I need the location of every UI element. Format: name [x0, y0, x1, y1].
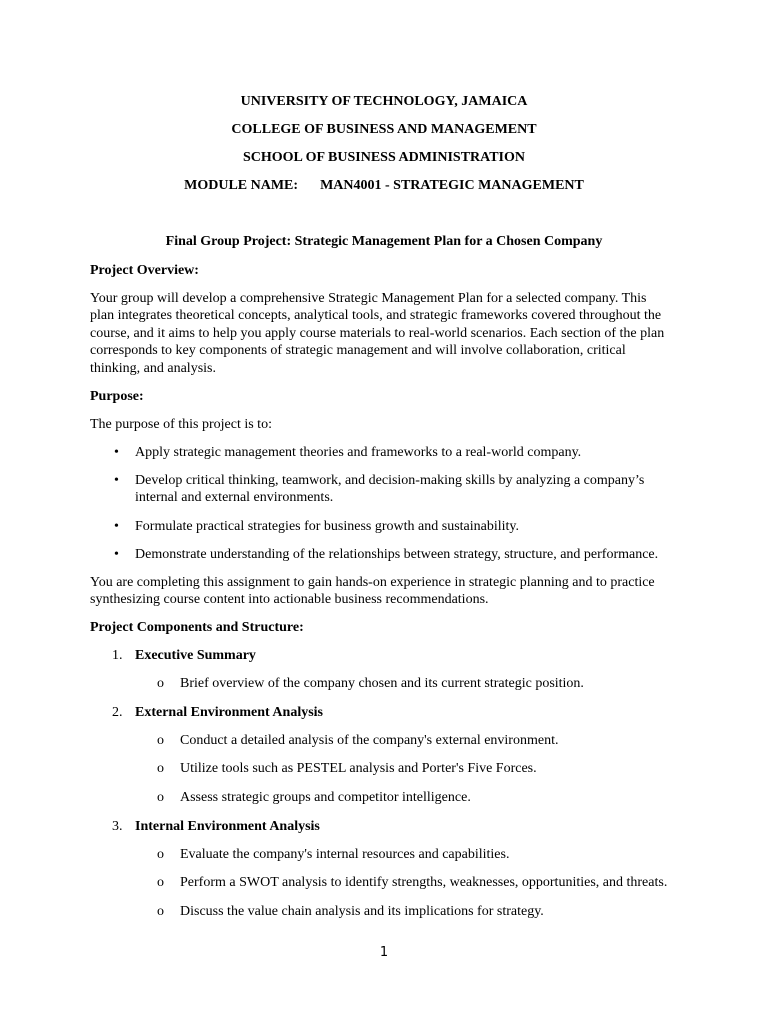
- module-label: MODULE NAME:: [184, 178, 299, 193]
- purpose-heading: Purpose:: [90, 389, 144, 405]
- component-item: [90, 647, 674, 693]
- component-sub-text: Assess strategic groups and competitor intelligence.: [180, 789, 471, 805]
- component-sub-item: [135, 789, 674, 807]
- purpose-bullet: [90, 444, 674, 462]
- component-title: Internal Environment Analysis: [135, 818, 320, 834]
- components-list: [90, 647, 674, 920]
- purpose-bullet-text: Apply strategic management theories and frameworks to a real-world company.: [135, 444, 582, 460]
- purpose-intro: The purpose of this project is to:: [90, 416, 272, 432]
- purpose-bullet-list: [90, 444, 674, 563]
- sub-bullet-icon: o: [157, 761, 164, 777]
- bullet-icon: •: [114, 444, 119, 460]
- document-body: [90, 262, 674, 931]
- sub-bullet-icon: o: [157, 846, 164, 862]
- purpose-closing: You are completing this assignment to gain hands-on experience in strategic planning and to practice synthesizing course content into actionable business recommendations.: [90, 574, 655, 608]
- component-title: Executive Summary: [135, 648, 256, 663]
- component-sub-item: [135, 903, 674, 921]
- component-sub-text: Brief overview of the company chosen and its current strategic position.: [180, 676, 584, 692]
- component-sub-text: Perform a SWOT analysis to identify strengths, weaknesses, opportunities, and threats.: [180, 875, 668, 891]
- component-sub-item: [135, 675, 674, 693]
- university-name: UNIVERSITY OF TECHNOLOGY, JAMAICA: [240, 94, 528, 109]
- component-number: 3.: [112, 818, 123, 834]
- school-name: SCHOOL OF BUSINESS ADMINISTRATION: [242, 150, 526, 165]
- component-sub-item: [135, 732, 674, 750]
- component-sub-list: [135, 675, 674, 693]
- purpose-bullet-text: Demonstrate understanding of the relationships between strategy, structure, and performance.: [135, 546, 659, 562]
- sub-bullet-icon: o: [157, 732, 164, 748]
- component-number: 2.: [112, 704, 123, 720]
- page-number: 1: [379, 945, 389, 960]
- sub-bullet-icon: o: [157, 789, 164, 805]
- college-name: COLLEGE OF BUSINESS AND MANAGEMENT: [231, 122, 537, 137]
- component-title: External Environment Analysis: [135, 704, 323, 720]
- bullet-icon: •: [114, 546, 119, 562]
- bullet-icon: •: [114, 472, 119, 488]
- component-item: [90, 704, 674, 807]
- project-title: Final Group Project: Strategic Management Plan for a Chosen Company: [165, 234, 603, 249]
- purpose-bullet: [90, 472, 674, 507]
- component-sub-text: Discuss the value chain analysis and its implications for strategy.: [180, 903, 544, 919]
- purpose-bullet-text: Formulate practical strategies for business growth and sustainability.: [135, 518, 520, 534]
- sub-bullet-icon: o: [157, 676, 164, 692]
- component-sub-item: [135, 874, 674, 892]
- component-sub-item: [135, 846, 674, 864]
- module-value: MAN4001 - STRATEGIC MANAGEMENT: [320, 178, 584, 193]
- purpose-bullet: [90, 546, 674, 564]
- purpose-bullet: [90, 518, 674, 536]
- overview-text: Your group will develop a comprehensive Strategic Management Plan for a selected company. This plan integrates theoretical concepts, analytical tools, and strategic frameworks covered throughout the course, and it aims to help you apply course materials to real-world scenarios. Each section of the plan corresponds to key components of strategic management and will involve collaboration, critical thinking, and analysis.: [90, 290, 665, 376]
- sub-bullet-icon: o: [157, 903, 164, 919]
- component-sub-text: Conduct a detailed analysis of the company's external environment.: [180, 732, 559, 748]
- overview-heading: Project Overview:: [90, 263, 199, 278]
- component-sub-list: [135, 846, 674, 921]
- component-sub-list: [135, 732, 674, 807]
- purpose-bullet-text: Develop critical thinking, teamwork, and decision-making skills by analyzing a company’s internal and external environments.: [135, 472, 645, 506]
- sub-bullet-icon: o: [157, 875, 164, 891]
- components-heading: Project Components and Structure:: [90, 620, 304, 636]
- bullet-icon: •: [114, 518, 119, 534]
- component-sub-text: Utilize tools such as PESTEL analysis and Porter's Five Forces.: [180, 761, 537, 777]
- module-line: [0, 178, 768, 194]
- component-sub-text: Evaluate the company's internal resources and capabilities.: [180, 846, 510, 862]
- component-sub-item: [135, 760, 674, 778]
- component-number: 1.: [112, 648, 123, 663]
- component-item: [90, 818, 674, 921]
